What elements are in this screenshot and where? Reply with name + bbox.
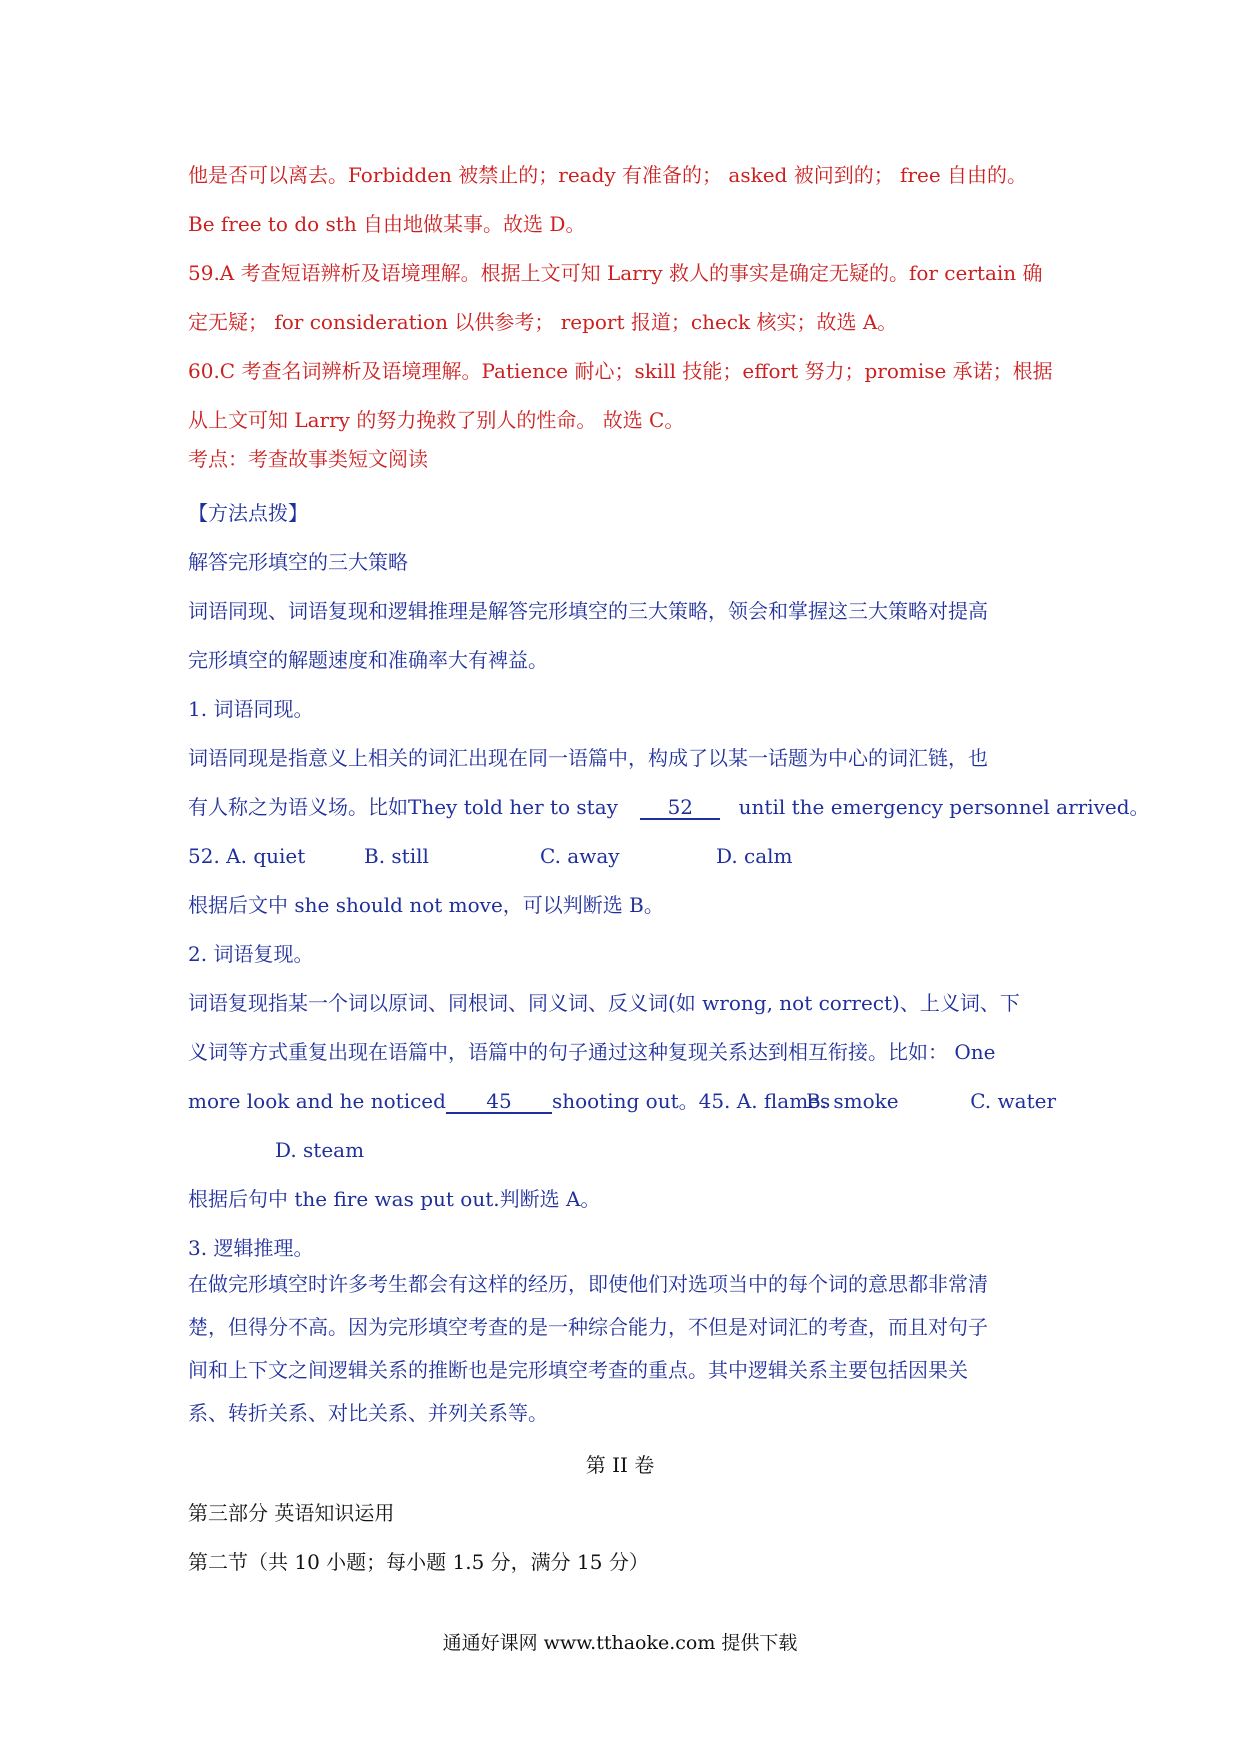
- option-45-b: B. smoke: [806, 1089, 899, 1113]
- page-footer: 通通好课网 www.tthaoke.com 提供下载: [442, 1632, 798, 1654]
- strategy-1-line-2: [188, 794, 1150, 820]
- option-45-d: D. steam: [275, 1138, 365, 1162]
- strategy-3-title: 3. 逻辑推理。: [188, 1236, 314, 1260]
- section-heading: 第二节（共 10 小题；每小题 1.5 分，满分 15 分）: [188, 1550, 649, 1574]
- option-52-a: 52. A. quiet: [188, 844, 306, 868]
- strategy-3-line-3: 间和上下文之间逻辑关系的推断也是完形填空考查的重点。其中逻辑关系主要包括因果关: [188, 1358, 968, 1382]
- strategy-1-title: 1. 词语同现。: [188, 697, 314, 721]
- strategy-2-line-3-start: more look and he noticed: [188, 1089, 446, 1113]
- strategy-1-line-1: 词语同现是指意义上相关的词汇出现在同一语篇中，构成了以某一话题为中心的词汇链，也: [188, 746, 988, 770]
- strategy-2-note: 根据后句中 the fire was put out.判断选 A。: [188, 1187, 601, 1211]
- strategy-2-line-1: 词语复现指某一个词以原词、同根词、同义词、反义词(如 wrong, not correct)、上义词、下: [188, 991, 1020, 1015]
- volume-title: 第 II 卷: [585, 1453, 655, 1477]
- blank-45: 45: [446, 1090, 552, 1114]
- option-45-c: C. water: [970, 1089, 1056, 1113]
- method-intro-line-1: 词语同现、词语复现和逻辑推理是解答完形填空的三大策略，领会和掌握这三大策略对提高: [188, 599, 988, 623]
- option-52-b: B. still: [364, 844, 429, 868]
- strategy-2-line-3: [188, 1088, 1056, 1114]
- answer-58-line-1: 他是否可以离去。Forbidden 被禁止的；ready 有准备的； asked 被问到的； free 自由的。: [188, 163, 1028, 187]
- answer-59-line-1: 59.A 考查短语辨析及语境理解。根据上文可知 Larry 救人的事实是确定无疑的。for certain 确: [188, 261, 1043, 285]
- answer-58-line-2: Be free to do sth 自由地做某事。故选 D。: [188, 212, 586, 236]
- strategy-3-line-2: 楚，但得分不高。因为完形填空考查的是一种综合能力，不但是对词汇的考查，而且对句子: [188, 1315, 988, 1339]
- strategy-1-line-2-start: 有人称之为语义场。比如They told her to stay: [188, 795, 618, 819]
- strategy-2-line-3-end: shooting out。45. A. flames: [551, 1089, 831, 1113]
- kaodian: 考点：考查故事类短文阅读: [188, 447, 428, 471]
- answer-60-line-1: 60.C 考查名词辨析及语境理解。Patience 耐心；skill 技能；effort 努力；promise 承诺；根据: [188, 359, 1053, 383]
- method-subtitle: 解答完形填空的三大策略: [188, 550, 408, 574]
- answer-60-line-2: 从上文可知 Larry 的努力挽救了别人的性命。 故选 C。: [188, 408, 685, 432]
- method-intro-line-2: 完形填空的解题速度和准确率大有裨益。: [188, 648, 548, 672]
- strategy-1-note: 根据后文中 she should not move，可以判断选 B。: [188, 893, 664, 917]
- strategy-2-line-2: 义词等方式重复出现在语篇中，语篇中的句子通过这种复现关系达到相互衔接。比如： One: [188, 1040, 996, 1064]
- strategy-3-line-1: 在做完形填空时许多考生都会有这样的经历，即使他们对选项当中的每个词的意思都非常清: [188, 1272, 988, 1296]
- blank-52: 52: [640, 796, 720, 820]
- strategy-1-line-2-end: until the emergency personnel arrived。: [738, 795, 1150, 819]
- option-52-d: D. calm: [716, 844, 793, 868]
- answer-59-line-2: 定无疑； for consideration 以供参考； report 报道；check 核实；故选 A。: [188, 310, 898, 334]
- method-heading: 【方法点拨】: [188, 501, 308, 525]
- option-52-c: C. away: [540, 844, 620, 868]
- part-heading: 第三部分 英语知识运用: [188, 1501, 395, 1525]
- strategy-2-title: 2. 词语复现。: [188, 942, 314, 966]
- strategy-3-line-4: 系、转折关系、对比关系、并列关系等。: [188, 1401, 548, 1425]
